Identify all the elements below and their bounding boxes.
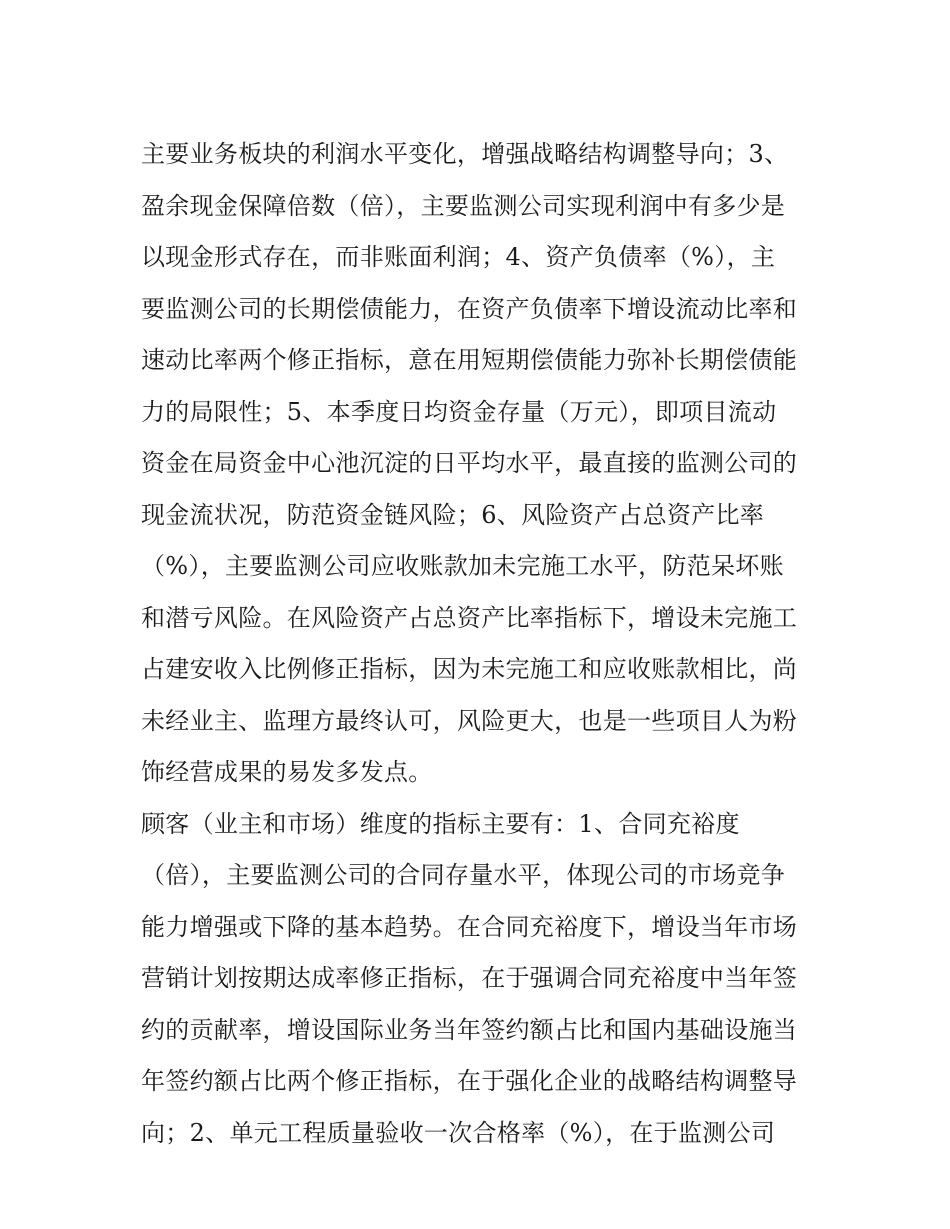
text-line: （%），主要监测公司应收账款加未完施工水平，防范呆坏账 bbox=[141, 552, 784, 580]
text-line: 以现金形式存在，而非账面利润；4、资产负债率（%），主 bbox=[141, 243, 776, 271]
text-line: 顾客（业主和市场）维度的指标主要有：1、合同充裕度 bbox=[141, 809, 740, 838]
text-line: 资金在局资金中心池沉淀的日平均水平，最直接的监测公司的 bbox=[141, 449, 798, 477]
text-line: 现金流状况，防范资金链风险；6、风险资产占总资产比率 bbox=[141, 500, 765, 529]
text-line: 盈余现金保障倍数（倍），主要监测公司实现利润中有多少是 bbox=[141, 191, 786, 220]
text-line: 年签约额占比两个修正指标，在于强化企业的战略结构调整导 bbox=[141, 1067, 798, 1095]
body-text bbox=[141, 129, 821, 1159]
text-line: 主要业务板块的利润水平变化，增强战略结构调整导向；3、 bbox=[141, 140, 789, 168]
text-line: 未经业主、监理方最终认可，风险更大，也是一些项目人为粉 bbox=[141, 706, 798, 735]
text-line: 向；2、单元工程质量验收一次合格率（%），在于监测公司 bbox=[141, 1118, 776, 1147]
text-line: 能力增强或下降的基本趋势。在合同充裕度下，增设当年市场 bbox=[141, 912, 798, 941]
text-line: 和潜亏风险。在风险资产占总资产比率指标下，增设未完施工 bbox=[141, 603, 798, 632]
text-line: 占建安收入比例修正指标，因为未完施工和应收账款相比，尚 bbox=[141, 655, 798, 683]
text-line: 力的局限性；5、本季度日均资金存量（万元），即项目流动 bbox=[141, 397, 777, 426]
text-line: 营销计划按期达成率修正指标，在于强调合同充裕度中当年签 bbox=[141, 964, 798, 992]
text-line: （倍），主要监测公司的合同存量水平，体现公司的市场竞争 bbox=[141, 861, 786, 889]
text-line: 约的贡献率，增设国际业务当年签约额占比和国内基础设施当 bbox=[141, 1015, 798, 1044]
text-line: 饰经营成果的易发多发点。 bbox=[141, 758, 433, 786]
text-line: 要监测公司的长期偿债能力，在资产负债率下增设流动比率和 bbox=[141, 294, 798, 323]
text-line: 速动比率两个修正指标，意在用短期偿债能力弥补长期偿债能 bbox=[141, 346, 798, 374]
